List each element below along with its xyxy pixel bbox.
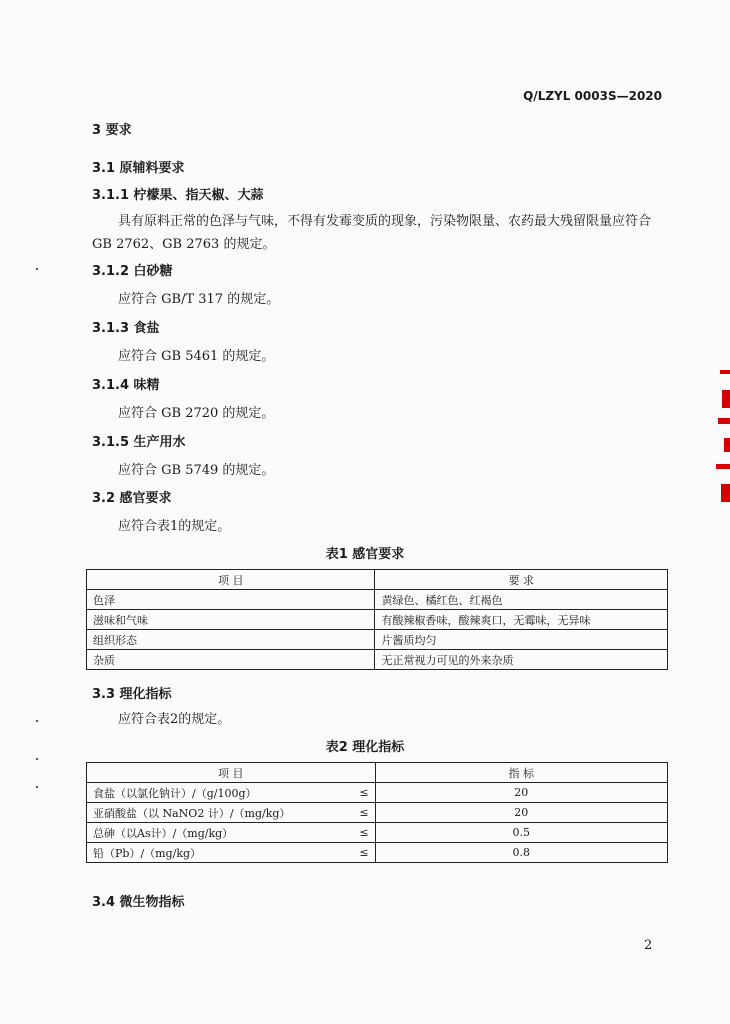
scan-speck [36, 758, 38, 760]
table-cell-operator: ≤ [331, 843, 375, 863]
section-3-2-heading: 3.2 感官要求 [92, 491, 172, 506]
section-3-3-text: 应符合表2的规定。 [118, 712, 231, 727]
table-cell-item: 杂质 [87, 650, 375, 670]
section-3-1-4-heading: 3.1.4 味精 [92, 378, 160, 393]
section-3-1-2-heading: 3.1.2 白砂糖 [92, 264, 173, 279]
page-number: 2 [644, 938, 653, 953]
table1-sensory-requirements [86, 569, 668, 670]
table2-physicochemical-indicators [86, 762, 668, 863]
section-3-1-5-heading: 3.1.5 生产用水 [92, 435, 186, 450]
table-row [87, 803, 668, 823]
table-cell-requirement: 有酸辣椒香味，酸辣爽口，无霉味，无异味 [375, 610, 668, 630]
scan-speck [36, 786, 38, 788]
section-3-3-heading: 3.3 理化指标 [92, 687, 172, 702]
table-cell-requirement: 无正常视力可见的外来杂质 [375, 650, 668, 670]
table-row [87, 783, 668, 803]
table-cell-item: 滋味和气味 [87, 610, 375, 630]
table-cell-requirement: 黄绿色、橘红色、红褐色 [375, 590, 668, 610]
section-3-1-2-text: 应符合 GB/T 317 的规定。 [118, 292, 280, 307]
section-3-heading: 3 要求 [92, 123, 132, 138]
section-3-2-text: 应符合表1的规定。 [118, 519, 231, 534]
scan-speck [36, 720, 38, 722]
table-header-item: 项 目 [87, 763, 376, 783]
table-cell-value: 20 [375, 803, 667, 823]
table-row [87, 650, 668, 670]
section-3-1-5-text: 应符合 GB 5749 的规定。 [118, 463, 275, 478]
table2-header-row [87, 763, 668, 783]
table-cell-value: 0.8 [375, 843, 667, 863]
table-cell-item: 铅（Pb）/（mg/kg） [87, 843, 332, 863]
section-3-1-3-heading: 3.1.3 食盐 [92, 321, 160, 336]
section-3-4-heading: 3.4 微生物指标 [92, 895, 185, 910]
table1-caption: 表1 感官要求 [325, 547, 405, 562]
table-header-requirement: 要 求 [375, 570, 668, 590]
table-row [87, 590, 668, 610]
section-3-1-3-text: 应符合 GB 5461 的规定。 [118, 349, 275, 364]
table-row [87, 630, 668, 650]
table-cell-item: 总砷（以As计）/（mg/kg） [87, 823, 332, 843]
table-row [87, 843, 668, 863]
section-3-1-4-text: 应符合 GB 2720 的规定。 [118, 406, 275, 421]
section-3-1-1-text-line1: 具有原料正常的色泽与气味，不得有发霉变质的现象，污染物限量、农药最大残留限量应符合 [118, 214, 652, 229]
table-cell-item: 食盐（以氯化钠计）/（g/100g） [87, 783, 332, 803]
table-header-indicator: 指 标 [375, 763, 667, 783]
scan-speck [36, 268, 38, 270]
section-3-1-1-heading: 3.1.1 柠檬果、指天椒、大蒜 [92, 188, 264, 203]
table-cell-item: 组织形态 [87, 630, 375, 650]
table-cell-value: 0.5 [375, 823, 667, 843]
table2-caption: 表2 理化指标 [325, 740, 405, 755]
table-cell-requirement: 片酱质均匀 [375, 630, 668, 650]
table-cell-value: 20 [375, 783, 667, 803]
seal-stamp-fragment [712, 360, 730, 510]
table-cell-operator: ≤ [331, 823, 375, 843]
section-3-1-1-text-line2: GB 2762、GB 2763 的规定。 [92, 237, 276, 252]
table-row [87, 610, 668, 630]
table-cell-operator: ≤ [331, 783, 375, 803]
table-header-item: 项 目 [87, 570, 375, 590]
table1-header-row [87, 570, 668, 590]
standard-number: Q/LZYL 0003S—2020 [523, 89, 662, 103]
table-cell-item: 亚硝酸盐（以 NaNO2 计）/（mg/kg） [87, 803, 332, 823]
table-cell-item: 色泽 [87, 590, 375, 610]
section-3-1-heading: 3.1 原辅料要求 [92, 161, 185, 176]
table-row [87, 823, 668, 843]
table-cell-operator: ≤ [331, 803, 375, 823]
